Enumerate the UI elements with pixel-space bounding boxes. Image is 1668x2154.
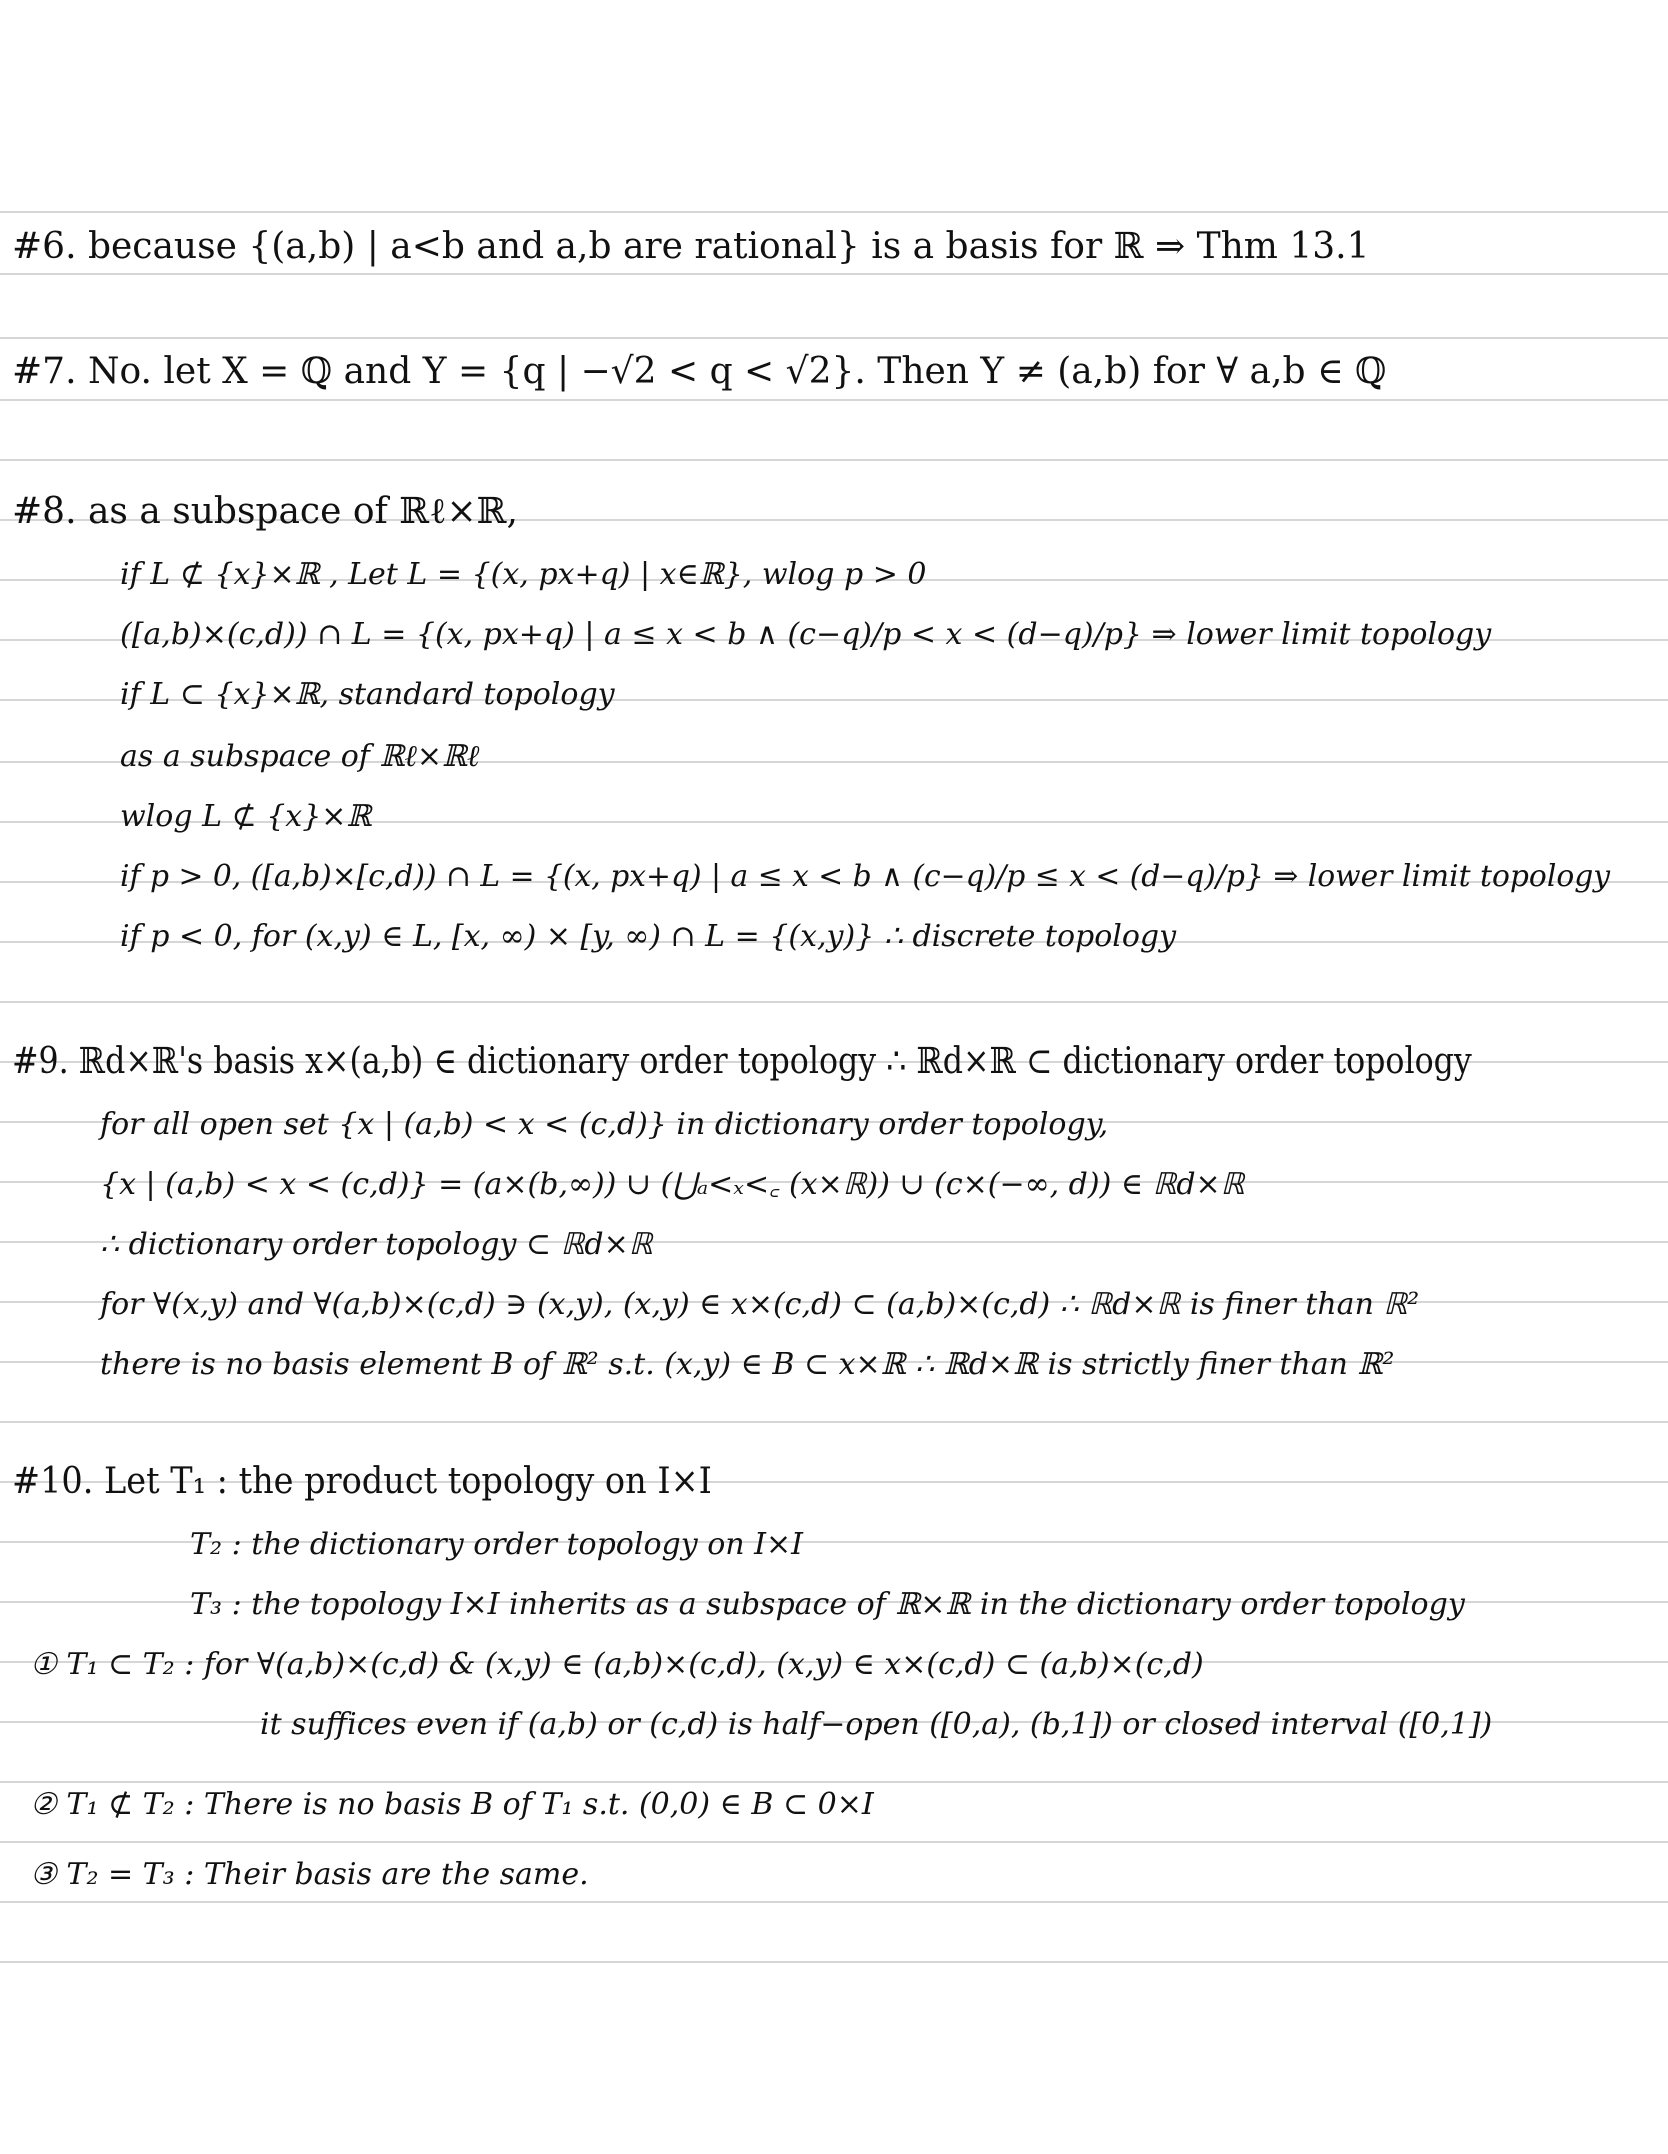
problem-9-line: for ∀(x,y) and ∀(a,b)×(c,d) ∋ (x,y), (x,y) ∈ x×(c,d) ⊂ (a,b)×(c,d) ∴ ℝd×ℝ is finer than ℝ²	[100, 1287, 1420, 1322]
problem-10-line: T₃ : the topology I×I inherits as a subspace of ℝ×ℝ in the dictionary order topology	[190, 1587, 1465, 1622]
problem-8-line: if p < 0, for (x,y) ∈ L, [x, ∞) × [y, ∞) ∩ L = {(x,y)} ∴ discrete topology	[120, 919, 1177, 954]
problem-6-answer: #6. because {(a,b) | a<b and a,b are rational} is a basis for ℝ ⇒ Thm 13.1	[12, 226, 1370, 267]
problem-9-heading: #9. ℝd×ℝ's basis x×(a,b) ∈ dictionary order topology ∴ ℝd×ℝ ⊂ dictionary order topology	[12, 1041, 1472, 1082]
problem-10-line: ③ T₂ = T₃ : Their basis are the same.	[30, 1857, 589, 1892]
problem-10-line: ① T₁ ⊂ T₂ : for ∀(a,b)×(c,d) & (x,y) ∈ (a,b)×(c,d), (x,y) ∈ x×(c,d) ⊂ (a,b)×(c,d)	[30, 1647, 1204, 1682]
problem-8-heading: #8. as a subspace of ℝℓ×ℝ,	[12, 491, 518, 532]
problem-8-line: ([a,b)×(c,d)) ∩ L = {(x, px+q) | a ≤ x < b ∧ (c−q)/p < x < (d−q)/p} ⇒ lower limit topology	[120, 617, 1492, 652]
problem-8-line: if p > 0, ([a,b)×[c,d)) ∩ L = {(x, px+q) | a ≤ x < b ∧ (c−q)/p ≤ x < (d−q)/p} ⇒ lower limit topology	[120, 859, 1611, 894]
problem-9-line: there is no basis element B of ℝ² s.t. (x,y) ∈ B ⊂ x×ℝ ∴ ℝd×ℝ is strictly finer than ℝ²	[100, 1347, 1395, 1382]
problem-10-line: ② T₁ ⊄ T₂ : There is no basis B of T₁ s.t. (0,0) ∈ B ⊂ 0×I	[30, 1787, 874, 1822]
problem-8-line: wlog L ⊄ {x}×ℝ	[120, 799, 372, 834]
problem-8-line: if L ⊂ {x}×ℝ, standard topology	[120, 677, 615, 712]
problem-9-line: for all open set {x | (a,b) < x < (c,d)} in dictionary order topology,	[100, 1107, 1109, 1142]
problem-9-line: {x | (a,b) < x < (c,d)} = (a×(b,∞)) ∪ (⋃ₐ<ₓ<꜀ (x×ℝ)) ∪ (c×(−∞, d)) ∈ ℝd×ℝ	[100, 1167, 1245, 1202]
problem-8-line: if L ⊄ {x}×ℝ , Let L = {(x, px+q) | x∈ℝ}, wlog p > 0	[120, 557, 927, 592]
problem-10-line: it suffices even if (a,b) or (c,d) is half−open ([0,a), (b,1]) or closed interval ([0,1])	[260, 1707, 1493, 1742]
problem-7-answer: #7. No. let X = ℚ and Y = {q | −√2 < q < √2}. Then Y ≠ (a,b) for ∀ a,b ∈ ℚ	[12, 351, 1387, 392]
problem-8-line: as a subspace of ℝℓ×ℝℓ	[120, 739, 480, 774]
problem-10-heading: #10. Let T₁ : the product topology on I×I	[12, 1461, 712, 1502]
problem-10-line: T₂ : the dictionary order topology on I×I	[190, 1527, 803, 1562]
problem-9-line: ∴ dictionary order topology ⊂ ℝd×ℝ	[100, 1227, 653, 1262]
